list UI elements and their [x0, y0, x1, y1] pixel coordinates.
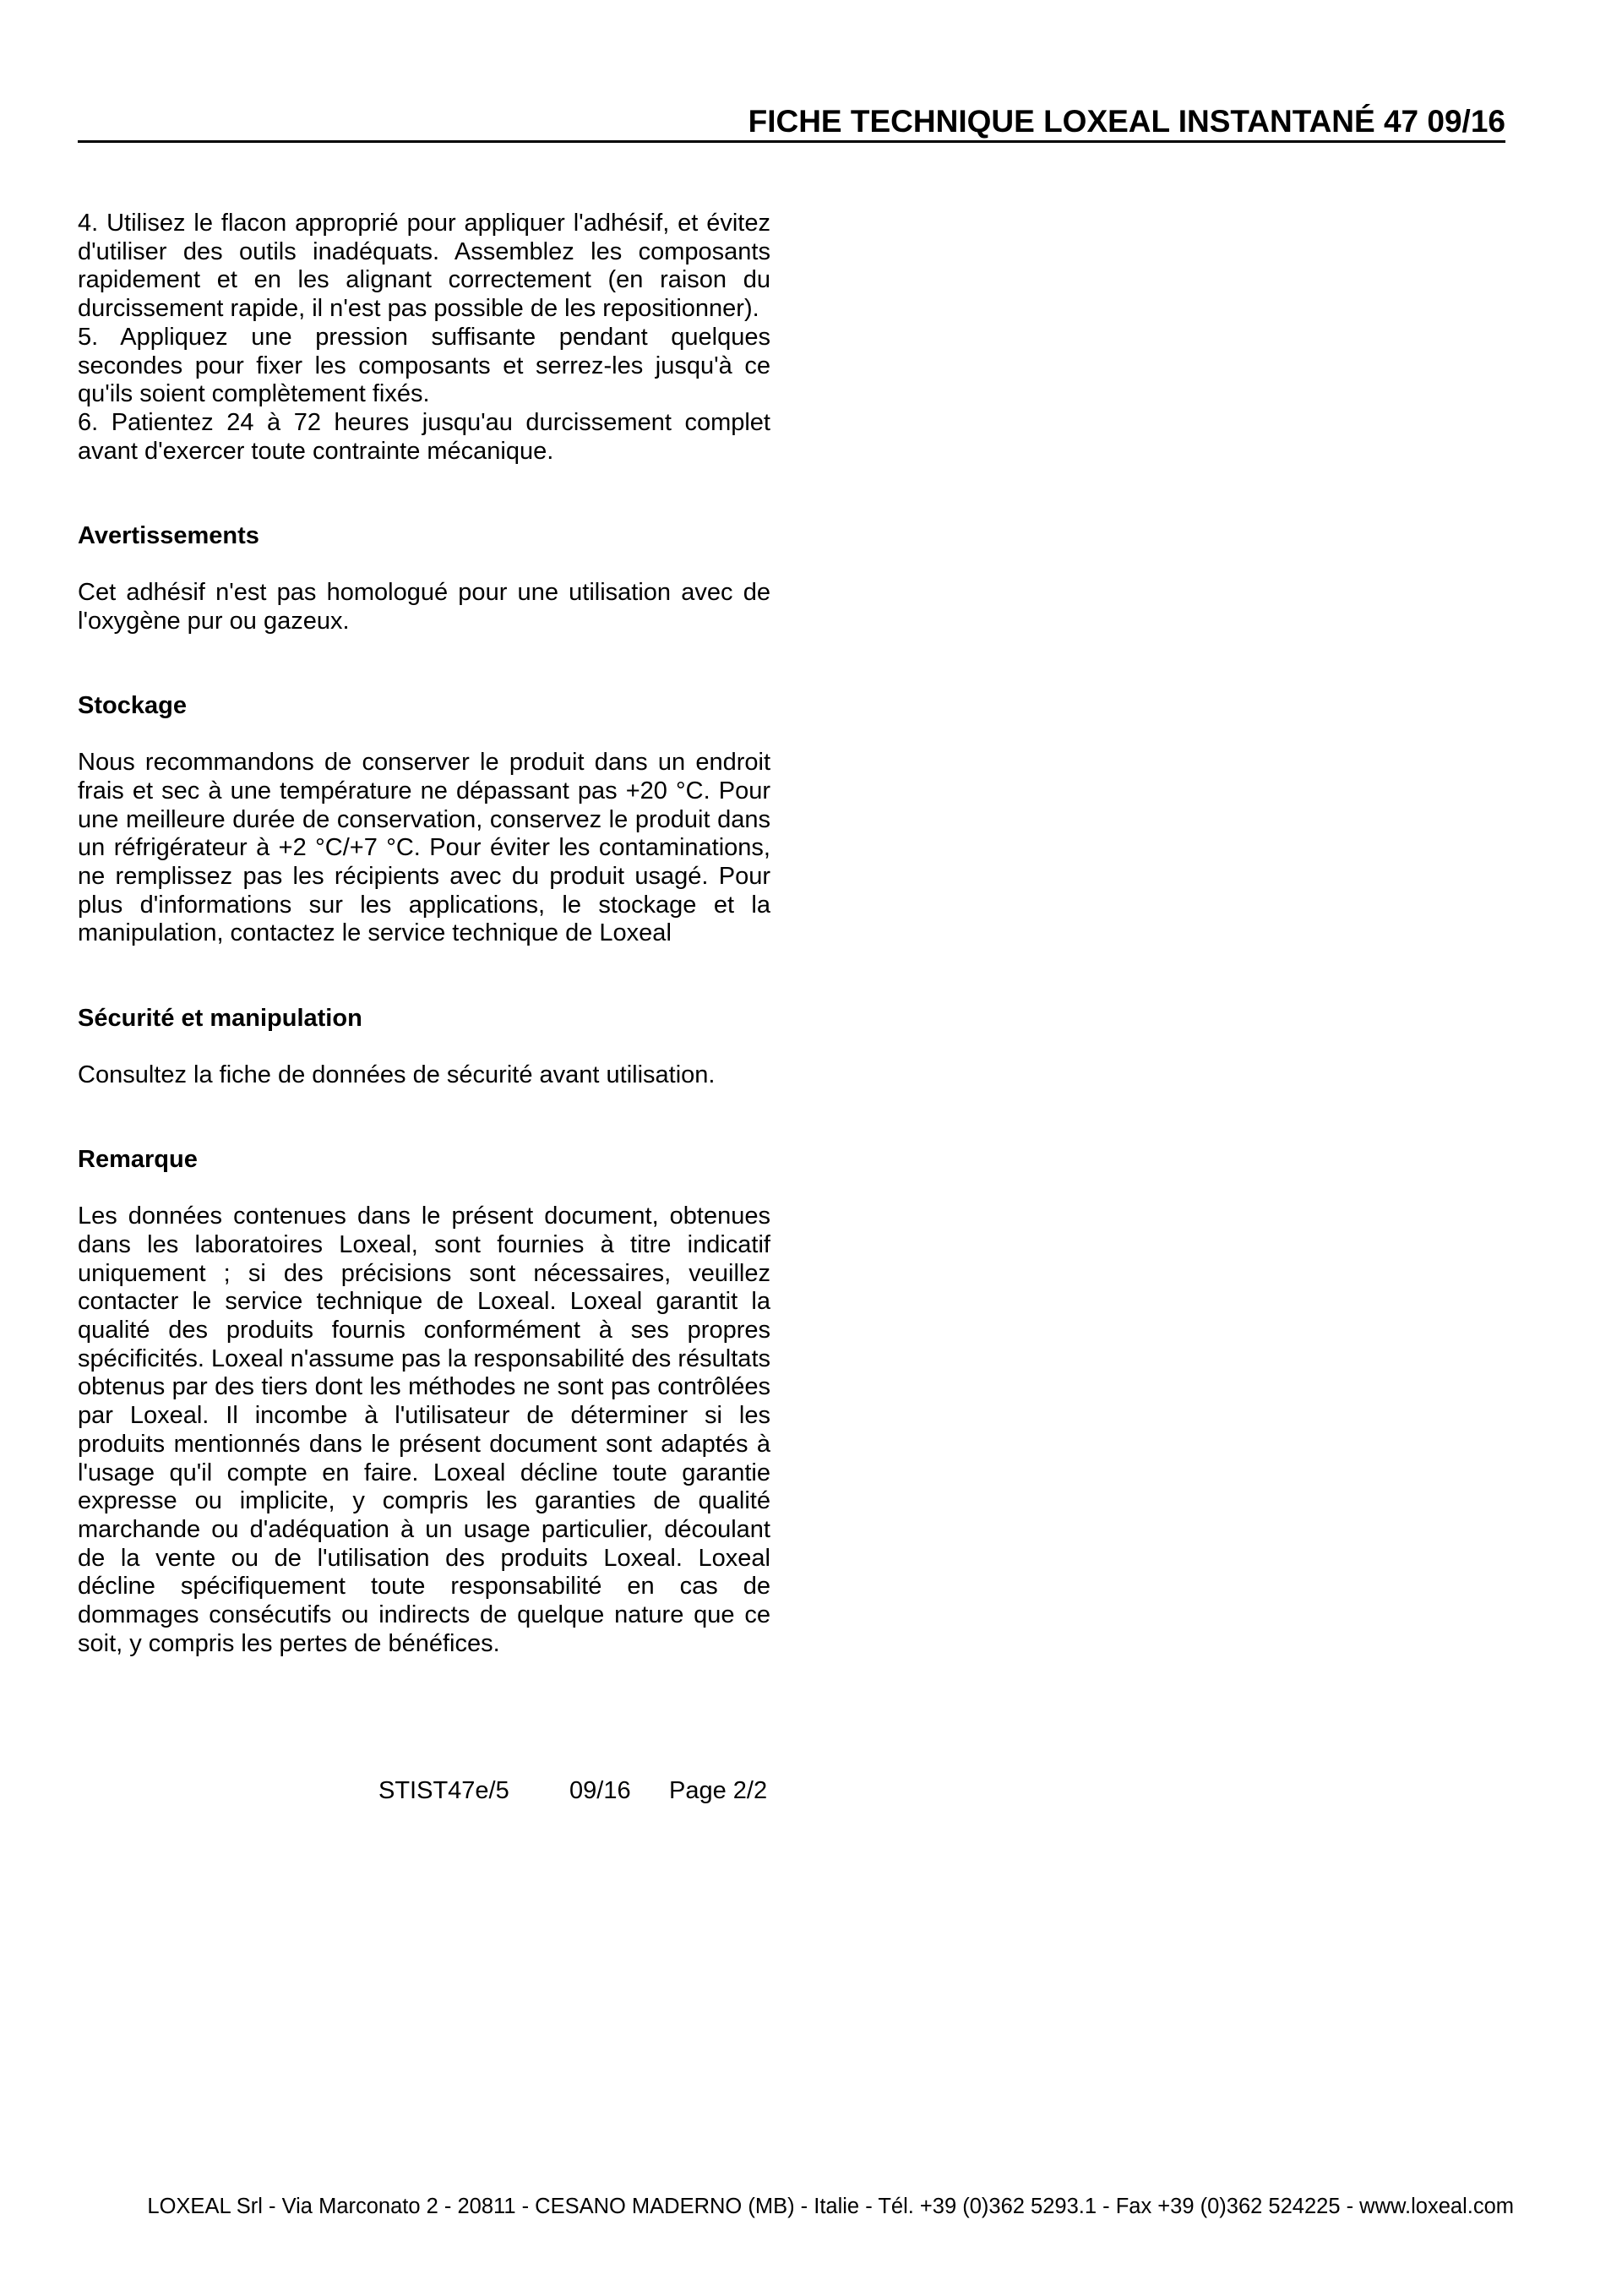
spacer [78, 551, 770, 579]
remark-heading: Remarque [78, 1146, 198, 1174]
warnings-body: Cet adhésif n'est pas homologué pour une utilisation avec de l'oxygène pur ou gazeux. [78, 579, 770, 635]
safety-body: Consultez la fiche de données de sécurité avant utilisation. [78, 1061, 716, 1088]
spacer [78, 948, 770, 1005]
page-number: Page 2/2 [669, 1777, 768, 1804]
step-4: 4. Utilisez le flacon approprié pour appliquer l'adhésif, et évitez d'utiliser des outils inadéquats. Assemblez les composants rapidement et en les alignant correctement (en raison du durcissement rapide, il n'est pas possible de les repositionner). [78, 210, 770, 323]
warnings-heading: Avertissements [78, 522, 259, 550]
spacer [78, 1175, 770, 1203]
spacer [78, 635, 770, 692]
safety-heading: Sécurité et manipulation [78, 1005, 362, 1033]
main-column [78, 210, 770, 1658]
step-6: 6. Patientez 24 à 72 heures jusqu'au durcissement complet avant d'exercer toute contrainte mécanique. [78, 408, 770, 465]
spacer [78, 1033, 770, 1061]
spacer [78, 1089, 770, 1146]
spacer [78, 466, 770, 522]
storage-body: Nous recommandons de conserver le produit dans un endroit frais et sec à une température ne dépassant pas +20 °C. Pour une meilleure durée de conservation, conservez le produit dans un réfrigérateur à +2 °C/+7 °C. Pour éviter les contaminations, ne remplissez pas les récipients avec du produit usagé. Pour plus d'informations sur les applications, le stockage et la manipulation, contactez le service technique de Loxeal [78, 749, 770, 947]
storage-heading: Stockage [78, 692, 187, 720]
document-date: 09/16 [569, 1777, 631, 1804]
company-footer: LOXEAL Srl - Via Marconato 2 - 20811 - CESANO MADERNO (MB) - Italie - Tél. +39 (0)362 5293.1 - Fax +39 (0)362 524225 - www.loxeal.com [147, 2195, 1514, 2218]
step-5: 5. Appliquez une pression suffisante pendant quelques secondes pour fixer les composants et serrez-les jusqu'à ce qu'ils soient complètement fixés. [78, 323, 770, 408]
document-title: FICHE TECHNIQUE LOXEAL INSTANTANÉ 47 09/16 [748, 104, 1505, 139]
remark-body: Les données contenues dans le présent document, obtenues dans les laboratoires Loxeal, sont fournies à titre indicatif uniquement ; si des précisions sont nécessaires, veuillez contacter le service technique de Loxeal. Loxeal garantit la qualité des produits fournis conformément à ses propres spécificités. Loxeal n'assume pas la responsabilité des résultats obtenus par des tiers dont les méthodes ne sont pas contrôlées par Loxeal. Il incombe à l'utilisateur de déterminer si les produits mentionnés dans le présent document sont adaptés à l'usage qu'il compte en faire. Loxeal décline toute garantie expresse ou implicite, y compris les garanties de qualité marchande ou d'adéquation à un usage particulier, découlant de la vente ou de l'utilisation des produits Loxeal. Loxeal décline spécifiquement toute responsabilité en cas de dommages consécutifs ou indirects de quelque nature que ce soit, y compris les pertes de bénéfices. [78, 1203, 770, 1657]
spacer [78, 721, 770, 749]
document-code: STIST47e/5 [378, 1777, 509, 1804]
header-divider [78, 140, 1505, 143]
